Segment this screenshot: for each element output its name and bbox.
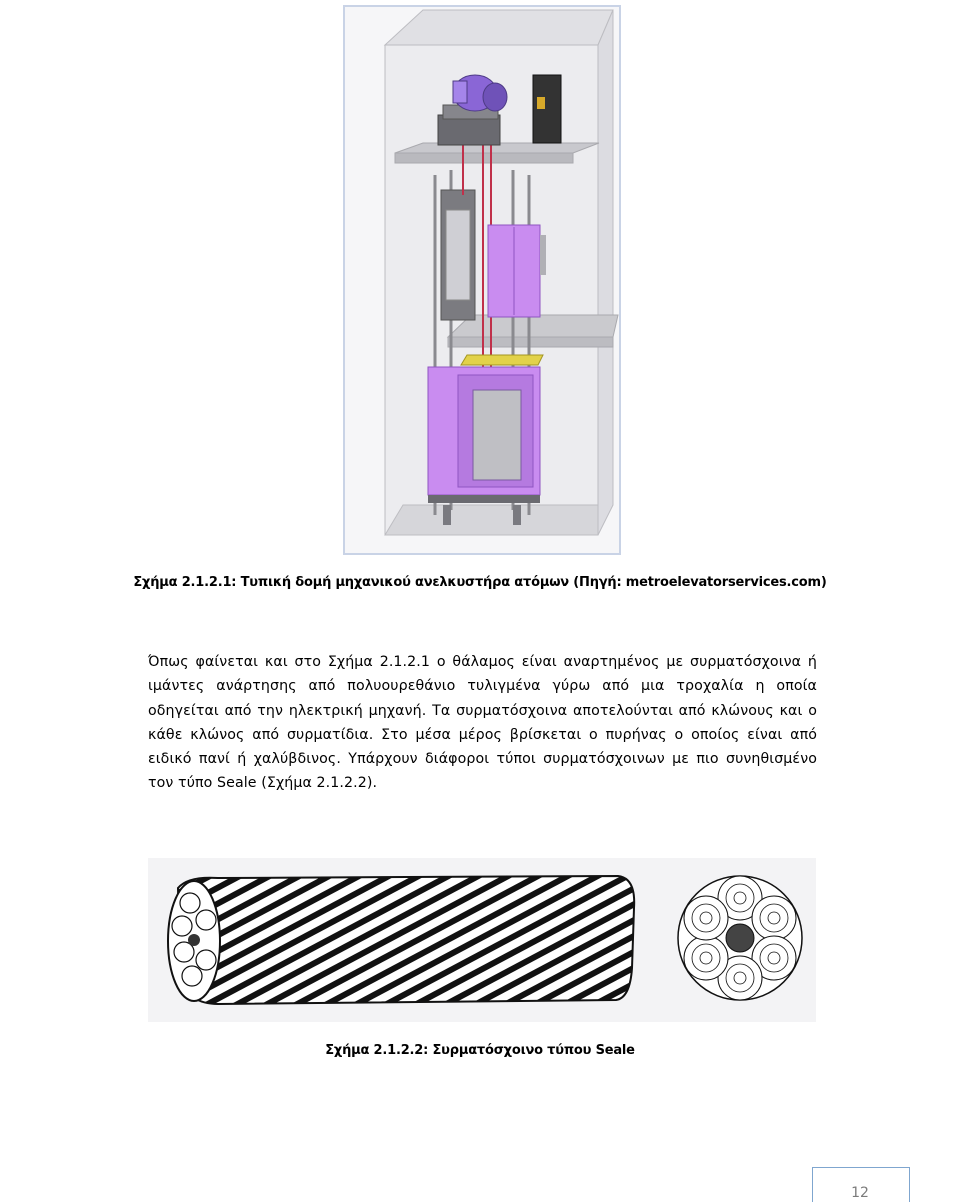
rope-side-view xyxy=(158,868,658,1018)
rope-cross-section xyxy=(678,876,802,1000)
page-number: 12 xyxy=(851,1185,869,1201)
wire-rope-illustration xyxy=(148,858,816,1022)
counterweight xyxy=(441,190,475,320)
landing-door xyxy=(488,225,546,317)
control-panel xyxy=(533,75,561,143)
figure-caption-1: Σχήμα 2.1.2.1: Τυπική δομή μηχανικού ανελκυστήρα ατόμων (Πηγή: metroelevatorservices.com) xyxy=(133,575,827,590)
elevator-diagram xyxy=(343,5,621,555)
body-paragraph: Όπως φαίνεται και στο Σχήμα 2.1.2.1 ο θάλαμος είναι αναρτημένος με συρματόσχοινα ή ιμάντες ανάρτησης από πολυουρεθάνιο τυλιγμένα γύρω από μια τροχαλία η οποία οδηγείται από την ηλεκτρική μηχανή. Τα συρματόσχοινα αποτελούνται από κλώνους και ο κάθε κλώνος από συρματίδια. Στο μέσα μέρος βρίσκεται ο πυρήνας ο οποίος είναι από ειδικό πανί ή χαλύβδινος. Υπάρχουν διάφοροι τύποι συρματόσχοινων με πιο συνηθισμένο τον τύπο Seale (Σχήμα 2.1.2.2). xyxy=(148,654,817,792)
elevator-cabin xyxy=(428,355,543,503)
figure-caption-2: Σχήμα 2.1.2.2: Συρματόσχοινο τύπου Seale xyxy=(325,1043,635,1058)
